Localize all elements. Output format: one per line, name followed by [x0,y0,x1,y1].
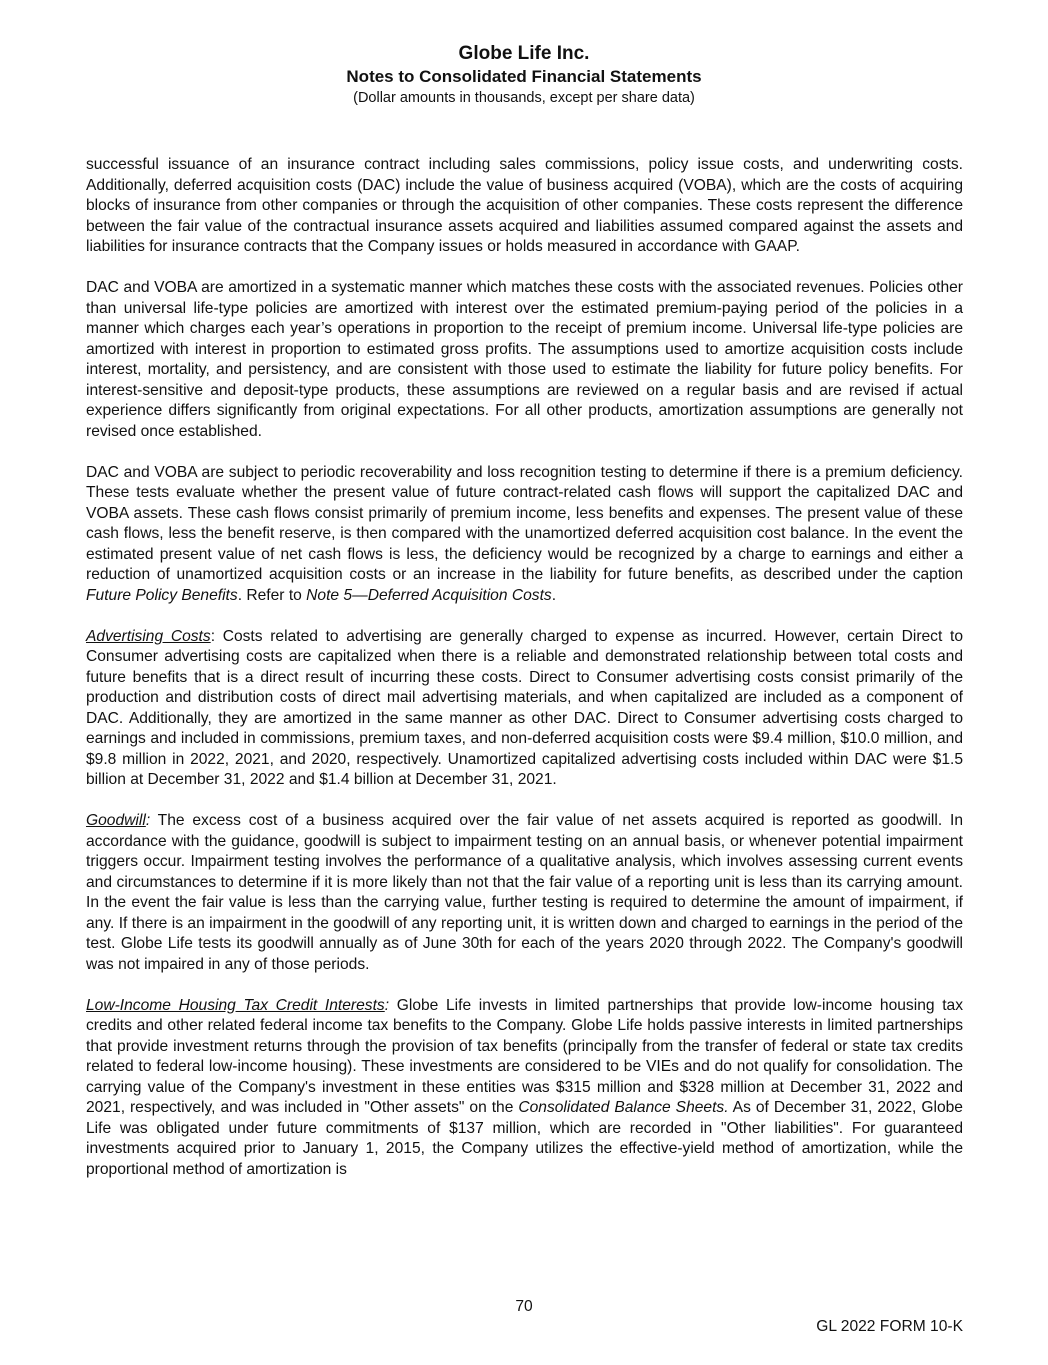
paragraph-text: As of December 31, 2022, Globe Life was obligated under future commitments of $137 million, which are recorded in "Other liabilities". For guaranteed investments acquired prior to January 1, 2015, the Company utilizes the effective-yield method of amortization, while the proportional method of amortization is [86,1099,963,1178]
section-heading-lihtc: Low-Income Housing Tax Credit Interests [86,996,385,1014]
paragraph-dac-amortization: DAC and VOBA are amortized in a systematic manner which matches these costs with the associated revenues. Policies other than universal life-type policies are amortized with interest over the estimated premium-paying period of the policies in a manner which charges each year’s operations in proportion to the receipt of premium income. Universal life-type policies are amortized with interest in proportion to estimated gross profits. The assumptions used to amortize acquisition costs include interest, mortality, and persistency, and are consistent with those used to estimate the liability for future policy benefits. For interest-sensitive and deposit-type products, these assumptions are reviewed on a regular basis and are revised if actual experience differs significantly from original expectations. For all other products, amortization assumptions are generally not revised once established. [86,279,963,440]
italic-caption-reference: Future Policy Benefits [86,586,238,604]
heading-colon: : [145,812,151,829]
section-heading-goodwill: Goodwill [86,812,146,829]
paragraph-dac-intro: successful issuance of an insurance contract including sales commissions, policy issue costs, and underwriting costs. Additionally, deferred acquisition costs (DAC) include the value of business acquired (VOBA), which are the costs of acquiring blocks of insurance from other companies or through the acquisition of other companies. These costs represent the difference between the fair value of the contractual insurance assets acquired and liabilities assumed compared against the assets and liabilities for insurance contracts that the Company issues or holds measured in accordance with GAAP. [86,156,963,255]
page-header [0,42,1048,108]
paragraph-text: The excess cost of a business acquired over the fair value of net assets acquired is reported as goodwill. In accordance with the guidance, goodwill is subject to impairment testing on an annual basis, or whenever potential impairment triggers occur. Impairment testing involves the performance of a qualitative analysis, which involves assessing current events and circumstances to determine if it is more likely than not that the fair value of a reporting unit is less than its carrying amount. In the event the fair value is less than the carrying value, further testing is required to determine the amount of impairment, if any. If there is an impairment in the goodwill of any reporting unit, it is written down and charged to earnings in the period of the test. Globe Life tests its goodwill annually as of June 30th for each of the years 2020 through 2022. The Company's goodwill was not impaired in any of those periods. [86,812,963,973]
paragraph-text: : Costs related to advertising are generally charged to expense as incurred. However, certain Direct to Consumer advertising costs are capitalized when there is a reliable and demonstrated relationship between total costs and future benefits that is a direct result of incurring these costs. Direct to Consumer advertising costs consist primarily of the production and distribution costs of direct mail advertising materials, and when capitalized are included as a component of DAC. Additionally, they are amortized in the same manner as other DAC. Direct to Consumer advertising costs charged to earnings and included in commissions, premium taxes, and non-deferred acquisition costs were $9.4 million, $10.0 million, and $9.8 million in 2022, 2021, and 2020, respectively. Unamortized capitalized advertising costs included within DAC were $1.5 billion at December 31, 2022 and $1.4 billion at December 31, 2021. [86,627,963,788]
form-label: GL 2022 FORM 10-K [816,1318,963,1335]
units-note: (Dollar amounts in thousands, except per share data) [353,90,695,106]
page-number: 70 [515,1298,533,1315]
section-heading-advertising: Advertising Costs [86,627,211,645]
paragraph-dac-recoverability [86,463,963,607]
paragraph-advertising-costs [86,627,963,791]
company-name: Globe Life Inc. [458,43,590,64]
paragraph-text: . [551,586,557,604]
heading-colon: : [384,996,390,1014]
paragraph-text: Globe Life invests in limited partnerships that provide low-income housing tax credits and other related federal income tax benefits to the Company. Globe Life holds passive interests in limited partnerships that provide investment returns through the provision of tax benefits (principally from the transfer of federal or state tax credits related to federal low-income housing). These investments are considered to be VIEs and do not qualify for consolidation. The carrying value of the Company's investment in these entities was $315 million and $328 million at December 31, 2022 and 2021, respectively, and was included in "Other assets" on the [86,996,963,1116]
paragraph-text: DAC and VOBA are subject to periodic recoverability and loss recognition testing to determine if there is a premium deficiency. These tests evaluate whether the present value of future contract-related cash flows will support the capitalized DAC and VOBA assets. These cash flows consist primarily of premium income, less benefits and expenses. The present value of these cash flows, less the benefit reserve, is then compared with the unamortized deferred acquisition cost balance. In the event the estimated present value of net cash flows is less, the deficiency would be recognized by a charge to earnings and either a reduction of unamortized acquisition costs or an increase in the liability for future benefits, as described under the caption [86,463,963,583]
paragraph-goodwill [86,811,963,975]
document-body [86,155,963,1180]
italic-statement-reference: Consolidated Balance Sheets. [518,1099,729,1116]
paragraph-low-income-housing [86,996,963,1181]
italic-note-reference: Note 5—Deferred Acquisition Costs [306,586,552,604]
paragraph-text: . Refer to [237,586,307,604]
document-subtitle: Notes to Consolidated Financial Statements [346,67,702,86]
